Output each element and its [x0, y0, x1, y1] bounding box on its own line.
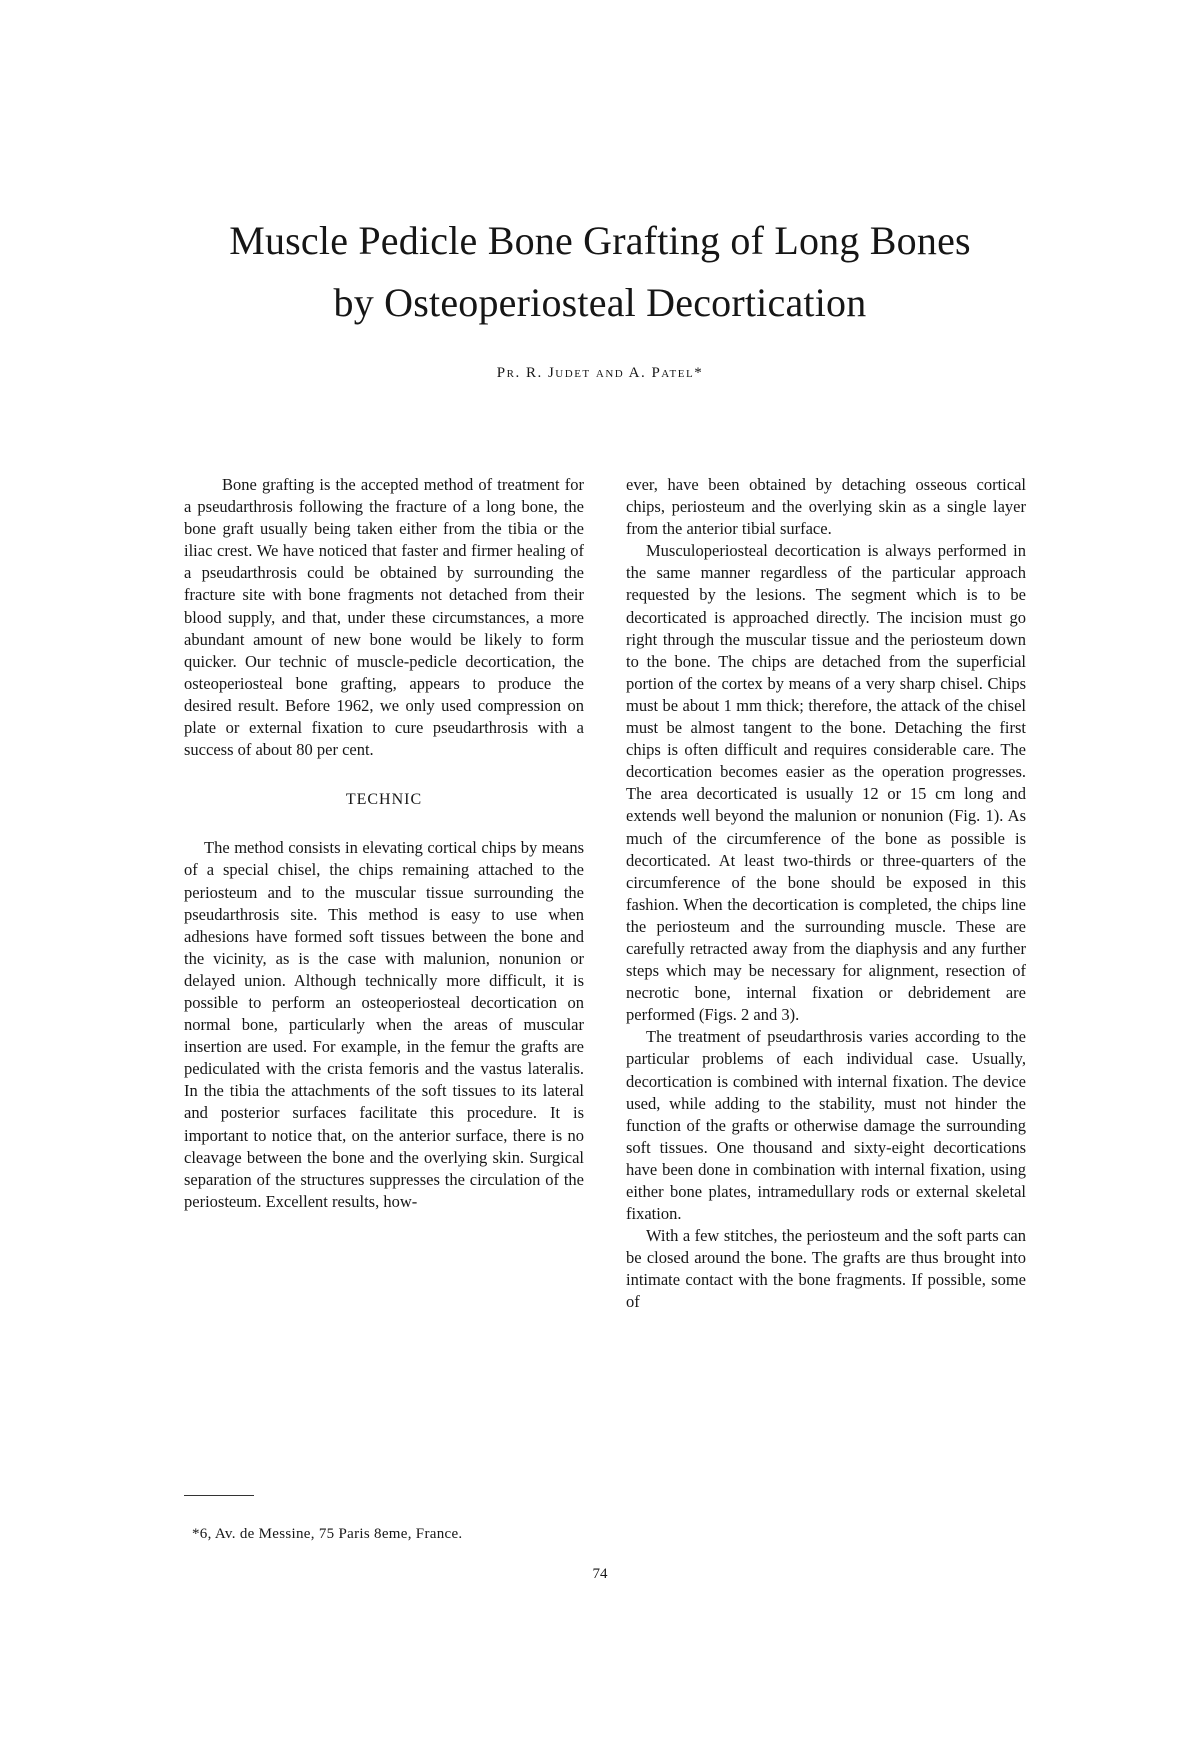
right-column — [626, 474, 1026, 1314]
footnote-rule — [184, 1495, 254, 1496]
footnote: *6, Av. de Messine, 75 Paris 8eme, France. — [192, 1526, 463, 1542]
intro-paragraph: Bone grafting is the accepted method of treatment for a pseudarthrosis following the fracture of a long bone, the bone graft usually being taken either from the tibia or the iliac crest. We have noticed that faster and firmer healing of a pseudarthrosis could be obtained by surrounding the fracture site with bone fragments not detached from their blood supply, and that, under these circumstances, a more abundant amount of new bone would be likely to form quicker. Our technic of muscle-pedicle decortication, the osteoperiosteal bone grafting, appears to produce the desired result. Before 1962, we only used compression on plate or external fixation to cure pseudarthrosis with a success of about 80 per cent. — [184, 475, 584, 760]
left-column — [184, 474, 584, 1213]
page-number: 74 — [592, 1566, 608, 1582]
article-title — [0, 210, 1200, 334]
body-paragraph: The treatment of pseudarthrosis varies according to the particular problems of each individual case. Usually, decortication is combined with internal fixation. The device used, while adding to the stability, must not hinder the function of the grafts or otherwise damage the surrounding soft tissues. One thousand and sixty-eight decortications have been done in combination with internal fixation, using either bone plates, intramedullary rods or external skeletal fixation. — [626, 1027, 1026, 1224]
technic-paragraph: The method consists in elevating cortical chips by means of a special chisel, the chips remaining attached to the periosteum and to the muscular tissue surrounding the pseudarthrosis site. This method is easy to use when adhesions have formed soft tissues between the bone and the vicinity, as is the case with malunion, nonunion or delayed union. Although technically more difficult, it is possible to perform an osteoperiosteal decortication on normal bone, particularly when the areas of muscular insertion are used. For example, in the femur the grafts are pediculated with the crista femoris and the vastus lateralis. In the tibia the attachments of the soft tissues to its lateral and posterior surfaces facilitate this procedure. It is important to notice that, on the anterior surface, there is no cleavage between the bone and the overlying skin. Surgical separation of the structures suppresses the circulation of the periosteum. Excellent results, how- — [184, 838, 584, 1211]
author-line: Pr. R. Judet and A. Patel* — [496, 365, 704, 381]
title-line-1: Muscle Pedicle Bone Grafting of Long Bones — [229, 218, 971, 263]
title-line-2: by Osteoperiosteal Decortication — [333, 280, 867, 325]
body-paragraph: Musculoperiosteal decortication is always performed in the same manner regardless of the particular approach requested by the lesions. The segment which is to be decorticated is approached directly. The incision must go right through the muscular tissue and the periosteum down to the bone. The chips are detached from the superficial portion of the cortex by means of a very sharp chisel. Chips must be about 1 mm thick; therefore, the attack of the chisel must be almost tangent to the bone. Detaching the first chips is often difficult and requires considerable care. The decortication becomes easier as the operation progresses. The area decorticated is usually 12 or 15 cm long and extends well beyond the malunion or nonunion (Fig. 1). As much of the circumference of the bone as possible is decorticated. At least two-thirds or three-quarters of the circumference of the bone should be exposed in this fashion. When the decortication is completed, the chips line the periosteum and the surrounding muscle. These are carefully retracted away from the diaphysis and any further steps which may be necessary for alignment, resection of necrotic bone, internal fixation or debridement are performed (Figs. 2 and 3). — [626, 541, 1026, 1025]
continuation-paragraph: ever, have been obtained by detaching osseous cortical chips, periosteum and the overlying skin as a single layer from the anterior tibial surface. — [626, 475, 1026, 539]
section-heading-technic: TECHNIC — [345, 791, 423, 809]
body-paragraph: With a few stitches, the periosteum and the soft parts can be closed around the bone. The grafts are thus brought into intimate contact with the bone fragments. If possible, some of — [626, 1226, 1026, 1312]
